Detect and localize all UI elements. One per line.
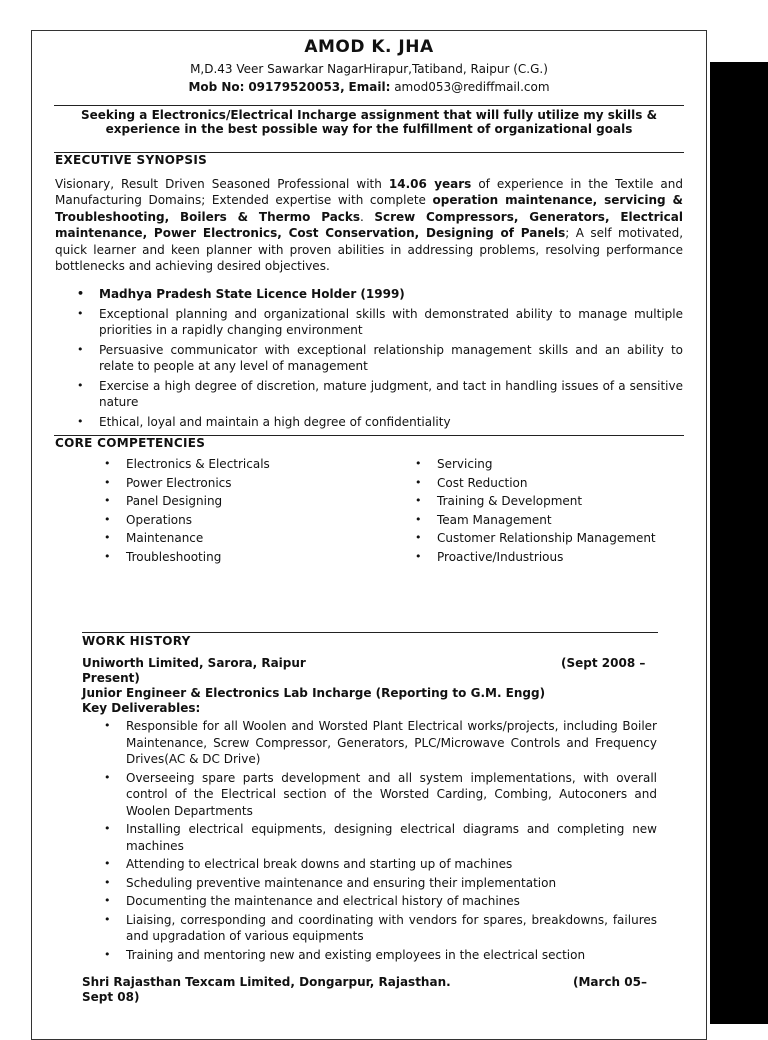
section-title-work: WORK HISTORY [82,634,191,648]
list-item: • Training and mentoring new and existing employees in the electrical section [104,947,657,964]
job2-period: (March 05– [573,975,647,989]
list-item: • Scheduling preventive maintenance and ensuring their implementation [104,875,657,892]
job1-role: Junior Engineer & Electronics Lab Incharge (Reporting to G.M. Engg) [82,686,546,700]
objective-statement: Seeking a Electronics/Electrical Incharge assignment that will fully utilize my skills & experience in the best possible way for the fulfillment of organizational goals [80,108,658,136]
synopsis-paragraph: Visionary, Result Driven Seasoned Professional with 14.06 years of experience in the Textile and Manufacturing Domains; Extended expertise with complete operation maintenance, servicing & Troubleshooting, Boilers & Thermo Packs. Screw Compressors, Generators, Electrical maintenance, Power Electronics, Cost Conservation, Designing of Panels; A self motivated, quick learner and keen planner with proven abilities in addressing problems, resolving performance bottlenecks and achieving desired objectives. [55,177,684,274]
list-item: • Cost Reduction [415,475,685,492]
job1-period: (Sept 2008 – [561,656,646,670]
list-item: • Overseeing spare parts development and all system implementations, with overall control of the Electrical section of the Worsted Carding, Combing, Autoconers and Woolen Departments [104,770,657,820]
mob-number: 09179520053, [248,80,345,94]
list-item: • Customer Relationship Management [415,530,685,547]
job2-company: Shri Rajasthan Texcam Limited, Dongarpur, Rajasthan. [82,975,451,989]
page-shadow [710,62,768,1024]
list-item: • Electronics & Electricals [104,456,384,473]
list-item: • Troubleshooting [104,549,384,566]
job1-key-deliverables: Key Deliverables: [82,701,201,715]
list-item: • Exceptional planning and organizational skills with demonstrated ability to manage multiple priorities in a rapidly changing environment [77,306,683,339]
competencies-left [104,456,384,567]
divider [54,105,684,106]
email-label: Email: [348,80,391,94]
section-title-synopsis: EXECUTIVE SYNOPSIS [55,153,208,167]
list-item: • Responsible for all Woolen and Worsted Plant Electrical works/projects, including Boiler Maintenance, Screw Compressor, Generators, PLC/Microwave Controls and Frequency Drives(AC & DC Drive) [104,718,657,768]
section-title-competencies: CORE COMPETENCIES [55,436,206,450]
list-item: • Training & Development [415,493,685,510]
list-item: • Exercise a high degree of discretion, mature judgment, and tact in handling issues of a sensitive nature [77,378,683,411]
mob-label: Mob No: [188,80,245,94]
list-item: • Attending to electrical break downs and starting up of machines [104,856,657,873]
list-item: • Documenting the maintenance and electrical history of machines [104,893,657,910]
job2-period-cont: Sept 08) [82,990,140,1004]
list-item: • Proactive/Industrious [415,549,685,566]
list-item: • Panel Designing [104,493,384,510]
list-item: • Liaising, corresponding and coordinating with vendors for spares, breakdowns, failures and upgradation of various equipments [104,912,657,945]
divider [82,632,658,633]
list-item: • Maintenance [104,530,384,547]
resume-page [31,30,707,1040]
candidate-name: AMOD K. JHA [304,37,434,57]
list-item: • Operations [104,512,384,529]
list-item: • Installing electrical equipments, designing electrical diagrams and completing new machines [104,821,657,854]
list-item: • Power Electronics [104,475,384,492]
job1-period-cont: Present) [82,671,140,685]
address: M,D.43 Veer Sawarkar NagarHirapur,Tatiband, Raipur (C.G.) [190,62,548,76]
synopsis-bullets [77,286,683,433]
competencies-right [415,456,685,567]
list-item: • Team Management [415,512,685,529]
job1-deliverables [104,718,657,965]
list-item: • Ethical, loyal and maintain a high degree of confidentiality [77,414,683,431]
list-item: • Madhya Pradesh State Licence Holder (1999) [77,286,683,303]
list-item: • Persuasive communicator with exceptional relationship management skills and an ability to relate to people at any level of management [77,342,683,375]
list-item: • Servicing [415,456,685,473]
email-address[interactable]: amod053@rediffmail.com [394,80,550,94]
job1-company: Uniworth Limited, Sarora, Raipur [82,656,306,670]
contact-line [32,80,706,94]
